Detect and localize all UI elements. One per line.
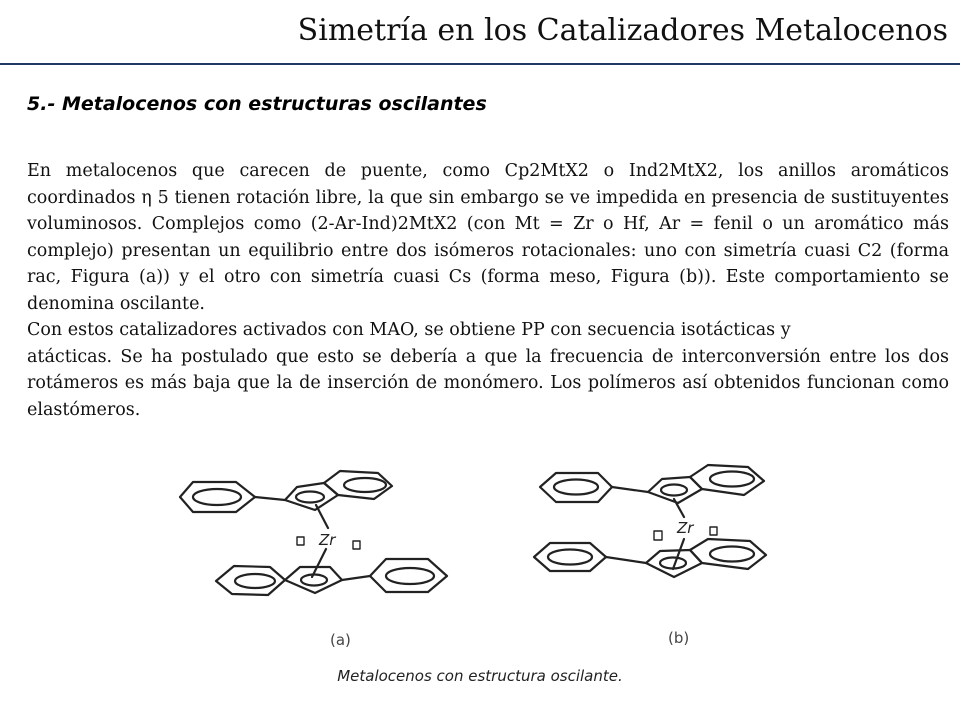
aromatic-ring-circle [386, 568, 434, 584]
body-paragraph-3: atácticas. Se ha postulado que esto se debería a que la frecuencia de interconversión entre los dos rotámeros es más baja que la de inserción de monómero. Los polímeros así obtenidos funcionan como elastómeros. [27, 346, 949, 420]
structure-a [180, 471, 447, 649]
metal-label: Zr [677, 519, 694, 537]
metal-label: Zr [319, 531, 336, 549]
aryl-bond [612, 487, 648, 492]
lower-ligand-b [534, 539, 766, 577]
ligand-x-box [353, 541, 360, 549]
aromatic-ring-circle [548, 550, 592, 565]
upper-ligand-b [540, 465, 764, 503]
cyclopentadienyl-ring [285, 567, 342, 593]
aromatic-ring-circle [710, 547, 754, 562]
phenyl-ring [370, 559, 447, 592]
title-divider [0, 63, 960, 65]
metal-bond-down [673, 539, 684, 569]
aromatic-ring-circle [554, 480, 598, 495]
body-paragraph-1: En metalocenos que carecen de puente, como Cp2MtX2 o Ind2MtX2, los anillos aromáticos coordinados η 5 tienen rotación libre, la que sin embargo se ve impedida en presencia de sustituyentes voluminosos. Complejos como (2-Ar-Ind)2MtX2 (con Mt = Zr o Hf, Ar = fenil o un aromático más complejo) presentan un equilibrio entre dos isómeros rotacionales: uno con simetría cuasi C2 (forma rac, Figura (a)) y el otro con simetría cuasi Cs (forma meso, Figura (b)). Este comportamiento se denomina oscilante. [27, 161, 949, 314]
aromatic-ring-circle [193, 489, 241, 505]
label-a: (a) [330, 631, 351, 649]
slide-title: Simetría en los Catalizadores Metalocenos [297, 13, 948, 48]
body-text [27, 158, 949, 423]
upper-ligand-a [180, 471, 392, 512]
aryl-bond [255, 497, 285, 500]
phenyl-ring [534, 543, 606, 571]
aryl-bond [606, 557, 646, 563]
figure-caption: Metalocenos con estructura oscilante. [337, 667, 623, 685]
structure-b [534, 465, 766, 647]
metal-bond-up [316, 505, 328, 528]
body-paragraph-2: Con estos catalizadores activados con MAO, se obtiene PP con secuencia isotácticas y [27, 320, 791, 340]
aromatic-ring-circle [235, 574, 275, 588]
phenyl-ring [540, 473, 612, 502]
aromatic-ring-circle [301, 575, 327, 586]
lower-ligand-a [216, 559, 447, 595]
phenyl-ring [180, 482, 255, 512]
aromatic-ring-circle [710, 472, 754, 487]
label-b: (b) [668, 629, 690, 647]
ligand-x-box [710, 527, 717, 535]
benzo-ring [324, 471, 392, 499]
aromatic-ring-circle [344, 478, 386, 492]
ligand-x-box [654, 531, 662, 540]
ligand-x-box [297, 537, 304, 545]
aromatic-ring-circle [296, 492, 324, 503]
metallocene-figure [160, 455, 790, 660]
aromatic-ring-circle [661, 485, 687, 496]
metal-bond-down [312, 549, 326, 577]
section-heading: 5.- Metalocenos con estructuras oscilantes [27, 93, 487, 115]
aryl-bond [342, 576, 370, 580]
